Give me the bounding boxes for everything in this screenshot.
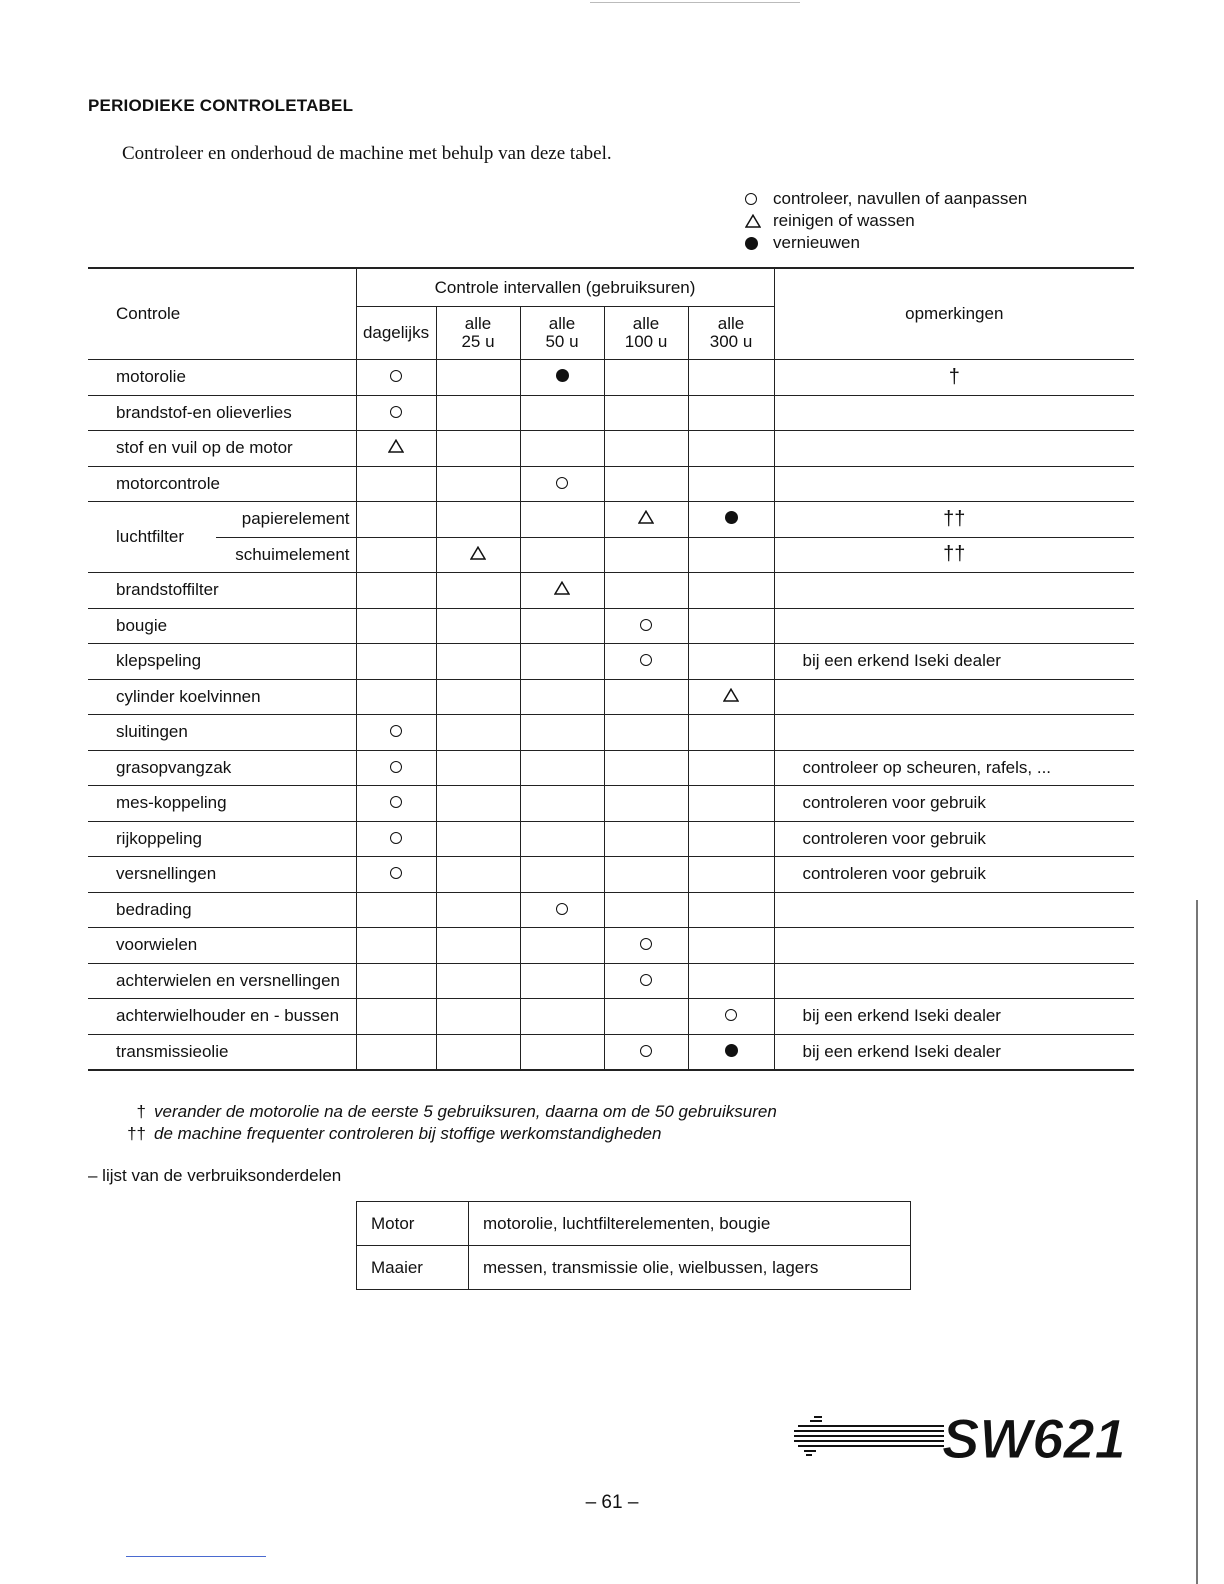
top-scan-line [590,2,800,3]
triangle-icon [554,581,570,595]
interval-cell [356,431,436,467]
interval-line1: alle [717,314,745,333]
row-label: voorwielen [88,928,356,964]
legend-item-replace [745,232,1027,254]
interval-cell [356,928,436,964]
interval-cell [520,573,604,609]
interval-line2: 50 u [545,332,579,351]
interval-cell [688,395,774,431]
interval-line2: 300 u [709,332,753,351]
remarks-header: opmerkingen [774,268,1134,360]
footnote-text: de machine frequenter controleren bij stoffige werkomstandigheden [154,1124,662,1143]
interval-cell [688,892,774,928]
interval-line2: 100 u [624,332,668,351]
interval-cell [604,608,688,644]
interval-cell [688,857,774,893]
page-number: – 61 – [585,1492,639,1513]
remark-cell: controleren voor gebruik [774,786,1134,822]
interval-cell [604,431,688,467]
remark-cell: †† [774,502,1134,538]
row-label: achterwielen en versnellingen [88,963,356,999]
interval-cell [520,821,604,857]
interval-cell [604,466,688,502]
interval-cell [356,360,436,396]
interval-cell [688,821,774,857]
table-row [88,608,1134,644]
interval-cell [520,644,604,680]
circle-icon [390,796,402,808]
interval-line1: alle [632,314,660,333]
remark-cell [774,608,1134,644]
remark-cell [774,431,1134,467]
circle-icon [556,477,568,489]
parts-list-title: – lijst van de verbruiksonderdelen [88,1166,342,1185]
interval-cell [356,821,436,857]
intro-text: Controleer en onderhoud de machine met behulp van deze tabel. [122,143,612,164]
logo-text: SW621 [942,1407,1126,1468]
filled-dot-icon [725,1044,738,1057]
row-label: brandstof-en olieverlies [88,395,356,431]
interval-cell [688,999,774,1035]
row-label: brandstoffilter [88,573,356,609]
circle-icon [640,974,652,986]
interval-cell [436,502,520,538]
remark-cell [774,892,1134,928]
interval-cell [604,892,688,928]
interval-cell [520,360,604,396]
interval-column-header [520,307,604,360]
remark-cell: † [774,360,1134,396]
remark-cell [774,466,1134,502]
row-label: papierelement [216,502,356,538]
table-row [88,360,1134,396]
interval-cell [436,928,520,964]
interval-cell [688,360,774,396]
legend-label: vernieuwen [773,233,860,252]
footnote-symbol: †† [127,1124,146,1143]
row-label: bougie [88,608,356,644]
interval-cell [520,466,604,502]
page-title: PERIODIEKE CONTROLETABEL [88,96,354,115]
table-row [88,537,1134,573]
interval-cell [356,750,436,786]
interval-cell [356,786,436,822]
row-label: motorcontrole [88,466,356,502]
triangle-icon [745,214,761,228]
row-label: sluitingen [88,715,356,751]
interval-cell [356,537,436,573]
triangle-icon [470,546,486,560]
interval-cell [604,360,688,396]
interval-cell [436,608,520,644]
interval-cell [688,537,774,573]
interval-cell [356,1034,436,1070]
interval-cell [436,999,520,1035]
circle-icon [556,903,568,915]
interval-line1: dagelijks [362,323,430,342]
circle-icon [390,370,402,382]
row-label: stof en vuil op de motor [88,431,356,467]
legend-label: reinigen of wassen [773,211,915,230]
interval-cell [356,395,436,431]
interval-column-header [356,307,436,360]
interval-cell [520,502,604,538]
interval-cell [436,786,520,822]
interval-cell [520,786,604,822]
interval-cell [604,679,688,715]
interval-cell [436,573,520,609]
interval-cell [688,1034,774,1070]
interval-cell [520,395,604,431]
row-label: motorolie [88,360,356,396]
interval-cell [520,857,604,893]
interval-cell [520,679,604,715]
circle-icon [640,1045,652,1057]
interval-cell [688,431,774,467]
maintenance-table [88,267,1134,1071]
interval-cell [520,715,604,751]
interval-cell [356,892,436,928]
interval-cell [604,573,688,609]
interval-cell [356,679,436,715]
interval-cell [604,928,688,964]
interval-cell [688,750,774,786]
interval-cell [436,857,520,893]
footnote [112,1123,777,1145]
filled-dot-icon [745,237,758,250]
interval-cell [688,679,774,715]
interval-cell [356,608,436,644]
remark-cell [774,395,1134,431]
circle-icon [390,406,402,418]
interval-cell [604,1034,688,1070]
footnotes [112,1101,777,1145]
interval-cell [604,715,688,751]
circle-icon [640,654,652,666]
interval-cell [520,431,604,467]
interval-cell [688,786,774,822]
legend-item-clean [745,210,1027,232]
interval-cell [436,679,520,715]
parts-value: motorolie, luchtfilterelementen, bougie [469,1202,911,1246]
footnote-symbol: † [136,1102,146,1121]
interval-cell [356,573,436,609]
table-row [88,502,1134,538]
interval-cell [604,502,688,538]
remark-cell [774,715,1134,751]
interval-cell [688,573,774,609]
remark-cell: controleren voor gebruik [774,857,1134,893]
row-label: grasopvangzak [88,750,356,786]
table-row [88,715,1134,751]
table-row [88,750,1134,786]
circle-icon [390,761,402,773]
interval-cell [520,928,604,964]
row-label: schuimelement [216,537,356,573]
table-row [357,1246,911,1290]
interval-cell [356,999,436,1035]
remark-cell: bij een erkend Iseki dealer [774,999,1134,1035]
interval-cell [520,537,604,573]
remark-cell: †† [774,537,1134,573]
footnote-text: verander de motorolie na de eerste 5 gebruiksuren, daarna om de 50 gebruiksuren [154,1102,777,1121]
interval-cell [356,715,436,751]
interval-cell [436,431,520,467]
table-row [88,679,1134,715]
interval-cell [604,963,688,999]
parts-value: messen, transmissie olie, wielbussen, lagers [469,1246,911,1290]
consumables-table [356,1201,911,1290]
interval-cell [604,821,688,857]
filled-dot-icon [556,369,569,382]
table-row [88,466,1134,502]
remark-cell [774,928,1134,964]
footnote [112,1101,777,1123]
triangle-icon [638,510,654,524]
circle-icon [390,832,402,844]
interval-cell [436,715,520,751]
circle-icon [725,1009,737,1021]
group-label: luchtfilter [88,502,216,573]
legend-label: controleer, navullen of aanpassen [773,189,1028,208]
table-row [88,431,1134,467]
table-row [88,999,1134,1035]
interval-cell [520,750,604,786]
interval-column-header [604,307,688,360]
row-label: rijkoppeling [88,821,356,857]
triangle-icon [723,688,739,702]
interval-cell [520,963,604,999]
page-edge-line [1196,900,1198,1584]
table-row [88,1034,1134,1070]
circle-icon [640,619,652,631]
control-header: Controle [88,268,356,360]
interval-cell [520,892,604,928]
interval-cell [356,644,436,680]
row-label: transmissieolie [88,1034,356,1070]
interval-cell [436,466,520,502]
interval-cell [436,821,520,857]
interval-cell [604,644,688,680]
symbol-legend [745,188,1027,254]
interval-cell [356,466,436,502]
table-row [88,644,1134,680]
table-row [88,573,1134,609]
table-row [88,892,1134,928]
circle-icon [745,193,757,205]
circle-icon [390,867,402,879]
row-label: cylinder koelvinnen [88,679,356,715]
interval-cell [356,963,436,999]
interval-cell [688,963,774,999]
row-label: versnellingen [88,857,356,893]
interval-cell [436,395,520,431]
row-label: achterwielhouder en - bussen [88,999,356,1035]
interval-cell [688,715,774,751]
table-row [88,857,1134,893]
interval-cell [688,608,774,644]
interval-line1: alle [548,314,576,333]
table-row [88,963,1134,999]
interval-cell [436,963,520,999]
row-label: mes-koppeling [88,786,356,822]
remark-cell: bij een erkend Iseki dealer [774,644,1134,680]
interval-cell [520,1034,604,1070]
table-row [357,1202,911,1246]
interval-cell [688,928,774,964]
row-label: klepspeling [88,644,356,680]
table-row [88,395,1134,431]
remark-cell [774,573,1134,609]
interval-cell [436,750,520,786]
interval-cell [688,466,774,502]
interval-cell [436,644,520,680]
interval-column-header [436,307,520,360]
interval-cell [604,395,688,431]
filled-dot-icon [725,511,738,524]
interval-cell [520,999,604,1035]
table-row [88,786,1134,822]
parts-key: Motor [357,1202,469,1246]
interval-header: Controle intervallen (gebruiksuren) [356,268,774,307]
interval-column-header [688,307,774,360]
interval-cell [436,1034,520,1070]
interval-line2: 25 u [461,332,495,351]
interval-line1: alle [464,314,492,333]
circle-icon [390,725,402,737]
interval-cell [604,750,688,786]
bottom-link-line [126,1556,266,1557]
remark-cell [774,679,1134,715]
legend-item-check [745,188,1027,210]
interval-cell [604,999,688,1035]
interval-cell [604,537,688,573]
table-row [88,928,1134,964]
interval-cell [436,892,520,928]
interval-cell [436,537,520,573]
interval-cell [436,360,520,396]
sw621-logo [794,1400,1144,1468]
parts-key: Maaier [357,1246,469,1290]
circle-icon [640,938,652,950]
interval-cell [688,644,774,680]
remark-cell: controleer op scheuren, rafels, ... [774,750,1134,786]
table-row [88,821,1134,857]
interval-cell [356,857,436,893]
triangle-icon [388,439,404,453]
interval-cell [356,502,436,538]
remark-cell [774,963,1134,999]
remark-cell: bij een erkend Iseki dealer [774,1034,1134,1070]
interval-cell [688,502,774,538]
interval-cell [604,786,688,822]
interval-cell [604,857,688,893]
row-label: bedrading [88,892,356,928]
remark-cell: controleren voor gebruik [774,821,1134,857]
interval-cell [520,608,604,644]
